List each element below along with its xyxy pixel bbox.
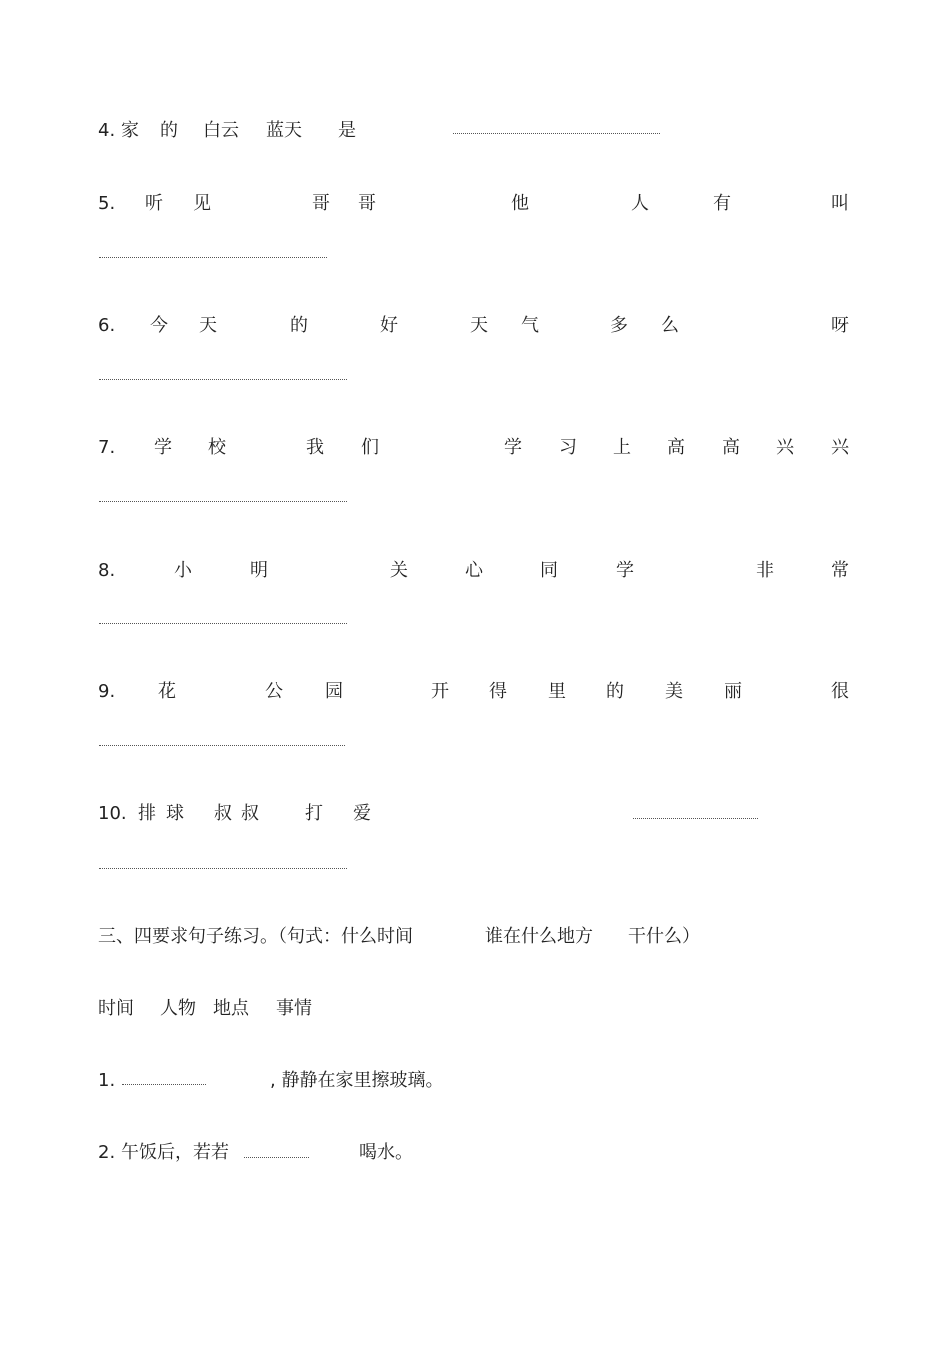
word: 常 xyxy=(831,560,849,581)
word: 高 xyxy=(722,437,740,458)
sentence-text: 午饭后，若若 xyxy=(121,1142,229,1163)
word: 白云 xyxy=(203,120,239,141)
answer-blank[interactable] xyxy=(453,133,660,134)
word: 爱 xyxy=(353,803,371,824)
label-person: 人物 xyxy=(160,998,196,1019)
word: 开 xyxy=(431,681,449,702)
word: 的 xyxy=(606,681,624,702)
word: 的 xyxy=(290,315,308,336)
word: 么 xyxy=(661,315,679,336)
word: 呀 xyxy=(831,315,849,336)
sentence-number: 2. xyxy=(98,1142,116,1163)
section-title-part: 干什么） xyxy=(628,926,700,947)
word: 公 xyxy=(265,681,283,702)
word: 们 xyxy=(361,437,379,458)
answer-blank[interactable] xyxy=(99,257,327,258)
word: 哥 xyxy=(312,193,330,214)
sentence-text: , 静静在家里擦玻璃。 xyxy=(270,1070,444,1091)
answer-blank[interactable] xyxy=(99,379,347,380)
word: 叔 xyxy=(241,803,259,824)
word: 是 xyxy=(338,120,356,141)
label-event: 事情 xyxy=(276,998,312,1019)
label-place: 地点 xyxy=(213,998,249,1019)
word: 丽 xyxy=(724,681,742,702)
answer-blank[interactable] xyxy=(122,1084,206,1085)
word: 心 xyxy=(465,560,483,581)
answer-blank[interactable] xyxy=(99,623,347,624)
sentence-text: 喝水。 xyxy=(359,1142,413,1163)
word: 哥 xyxy=(358,193,376,214)
answer-blank[interactable] xyxy=(244,1157,309,1158)
word: 多 xyxy=(610,315,628,336)
word: 同 xyxy=(540,560,558,581)
question-number: 5. xyxy=(98,193,116,214)
word: 打 xyxy=(305,803,323,824)
word: 叫 xyxy=(831,193,849,214)
word: 气 xyxy=(521,315,539,336)
word: 好 xyxy=(380,315,398,336)
word: 排 xyxy=(138,803,156,824)
word: 关 xyxy=(390,560,408,581)
word: 明 xyxy=(250,560,268,581)
answer-blank[interactable] xyxy=(99,501,347,502)
word: 的 xyxy=(160,120,178,141)
word: 听 xyxy=(145,193,163,214)
word: 小 xyxy=(174,560,192,581)
word: 学 xyxy=(504,437,522,458)
question-number: 8. xyxy=(98,560,116,581)
question-number: 9. xyxy=(98,681,116,702)
word: 天 xyxy=(470,315,488,336)
word: 我 xyxy=(306,437,324,458)
section-title-part: 谁在什么地方 xyxy=(485,926,593,947)
word: 习 xyxy=(559,437,577,458)
word: 非 xyxy=(756,560,774,581)
question-number: 6. xyxy=(98,315,116,336)
answer-blank[interactable] xyxy=(99,868,347,869)
answer-blank[interactable] xyxy=(633,818,758,819)
question-number: 4. xyxy=(98,120,116,141)
word: 园 xyxy=(325,681,343,702)
word: 今 xyxy=(150,315,168,336)
label-time: 时间 xyxy=(98,998,134,1019)
word: 得 xyxy=(489,681,507,702)
question-number: 7. xyxy=(98,437,116,458)
word: 家 xyxy=(121,120,139,141)
word: 叔 xyxy=(214,803,232,824)
word: 花 xyxy=(158,681,176,702)
word: 里 xyxy=(548,681,566,702)
word: 他 xyxy=(511,193,529,214)
word: 人 xyxy=(631,193,649,214)
word: 高 xyxy=(667,437,685,458)
word: 兴 xyxy=(831,437,849,458)
question-number: 10. xyxy=(98,803,127,824)
word: 兴 xyxy=(776,437,794,458)
word: 球 xyxy=(166,803,184,824)
word: 天 xyxy=(199,315,217,336)
answer-blank[interactable] xyxy=(99,745,345,746)
word: 校 xyxy=(208,437,226,458)
word: 美 xyxy=(665,681,683,702)
section-title: 三、四要求句子练习。（句式：什么时间 xyxy=(98,926,413,947)
word: 有 xyxy=(713,193,731,214)
word: 很 xyxy=(831,681,849,702)
word: 蓝天 xyxy=(266,120,302,141)
word: 上 xyxy=(613,437,631,458)
sentence-number: 1. xyxy=(98,1070,116,1091)
word: 见 xyxy=(193,193,211,214)
word: 学 xyxy=(616,560,634,581)
word: 学 xyxy=(154,437,172,458)
